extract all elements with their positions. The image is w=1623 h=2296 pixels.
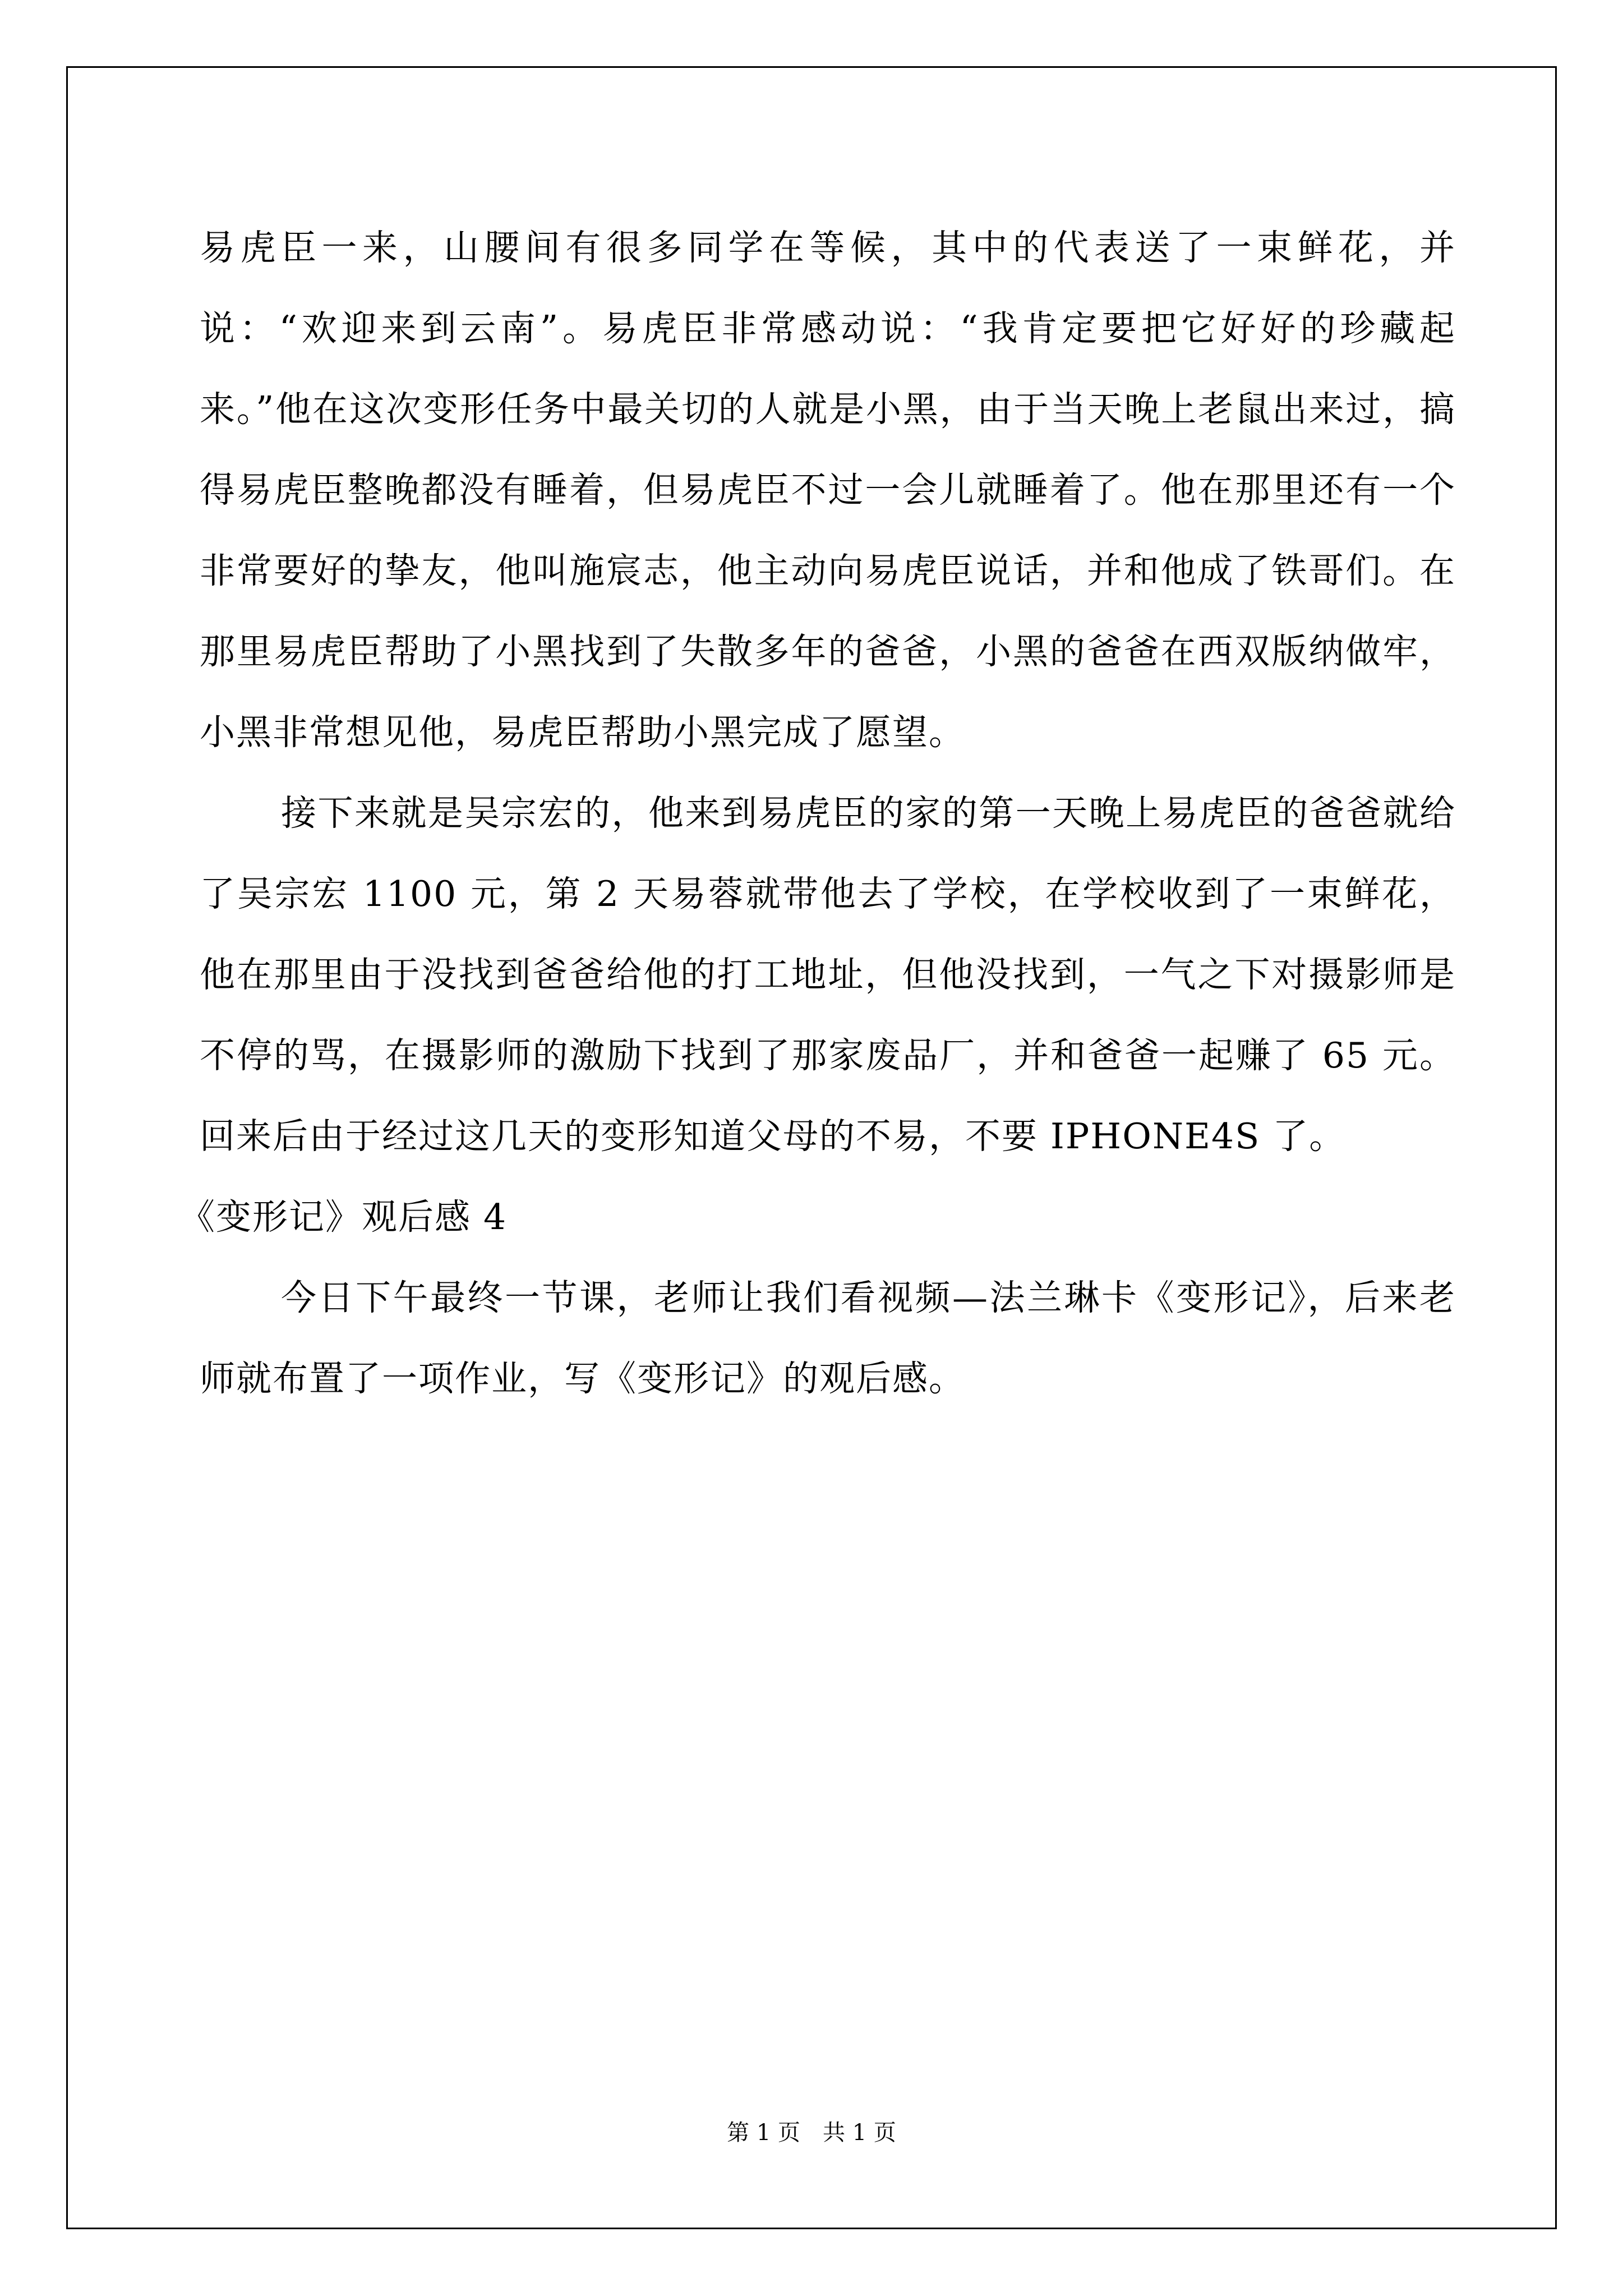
paragraph-3: 今日下午最终一节课，老师让我们看视频—法兰琳卡《变形记》，后来老师就布置了一项作业，写《变形记》的观后感。	[200, 1277, 1456, 1399]
page-number-label: 第 1 页 共 1 页	[727, 2120, 896, 2146]
page-footer	[0, 2115, 1623, 2147]
document-body	[179, 208, 1456, 1419]
section-title: 《变形记》观后感 4	[179, 1197, 508, 1237]
paragraph-1: 易虎臣一来，山腰间有很多同学在等候，其中的代表送了一束鲜花，并说：“欢迎来到云南”。易虎臣非常感动说：“我肯定要把它好好的珍藏起来。”他在这次变形任务中最关切的人就是小黑，由于当天晚上老鼠出来过，搞得易虎臣整晚都没有睡着，但易虎臣不过一会儿就睡着了。他在那里还有一个非常要好的挚友，他叫施宸志，他主动向易虎臣说话，并和他成了铁哥们。在那里易虎臣帮助了小黑找到了失散多年的爸爸，小黑的爸爸在西双版纳做牢，小黑非常想见他，易虎臣帮助小黑完成了愿望。	[200, 227, 1456, 753]
paragraph-2: 接下来就是吴宗宏的，他来到易虎臣的家的第一天晚上易虎臣的爸爸就给了吴宗宏 1100 元，第 2 天易蓉就带他去了学校，在学校收到了一束鲜花，他在那里由于没找到爸爸给他的打工地址，但他没找到，一气之下对摄影师是不停的骂，在摄影师的激励下找到了那家废品厂，并和爸爸一起赚了 65 元。回来后由于经过这几天的变形知道父母的不易，不要 IPHONE4S 了。	[200, 793, 1456, 1157]
